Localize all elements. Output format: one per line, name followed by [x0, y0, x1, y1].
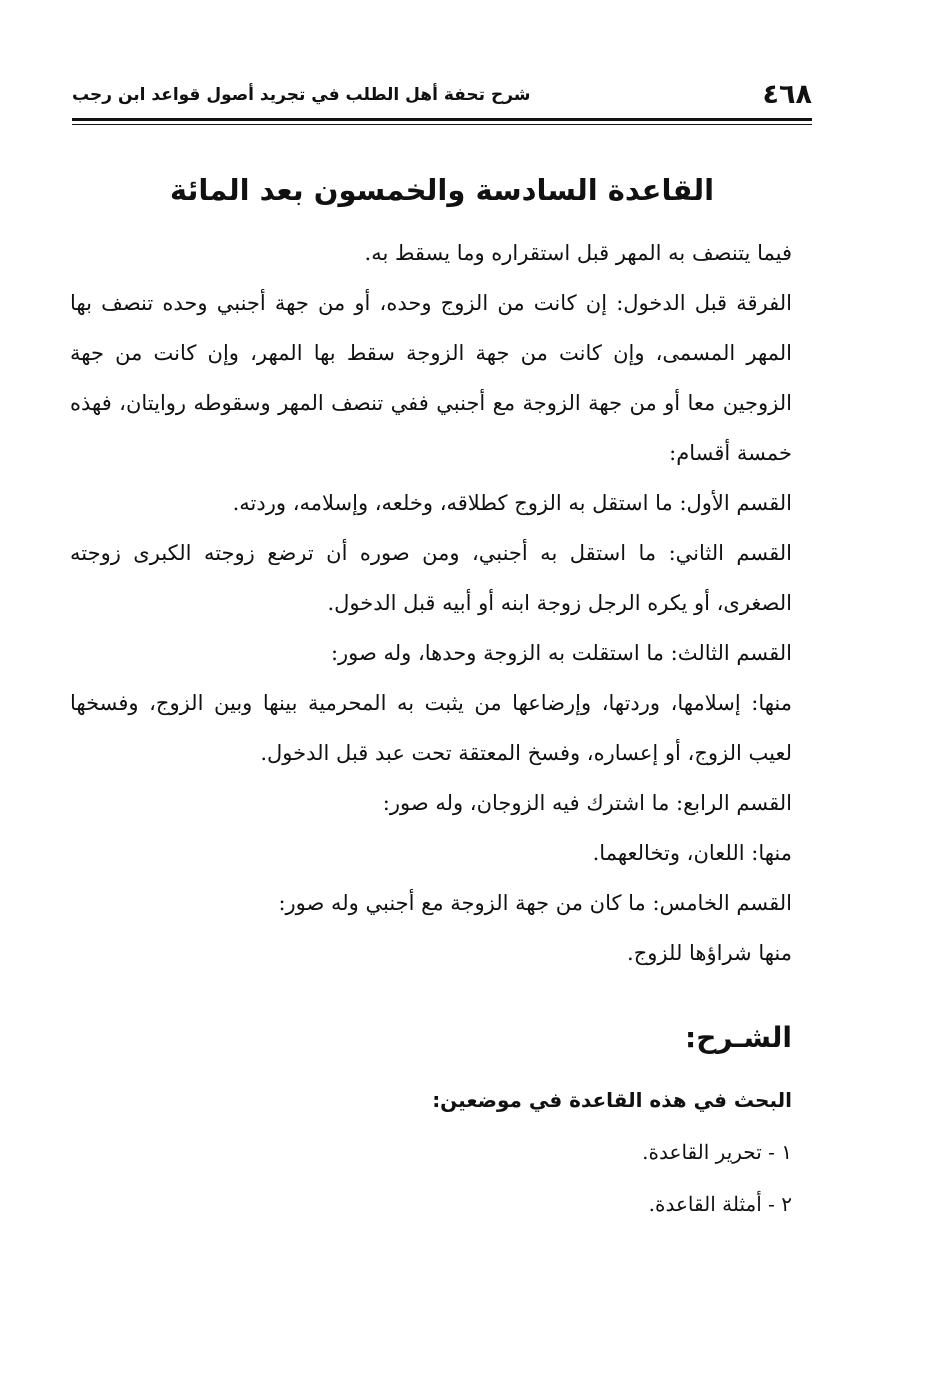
rule-heading: القاعدة السادسة والخمسون بعد المائة — [169, 173, 715, 207]
section-fourth: القسم الرابع: ما اشترك فيه الزوجان، وله صور: — [382, 791, 792, 815]
rule-intro: فيما يتنصف به المهر قبل استقراره وما يسقط به. — [364, 241, 792, 265]
section-second: القسم الثاني: ما استقل به أجنبي، ومن صوره أن ترضع زوجته الكبرى زوجته الصغرى، أو يكره الرجل زوجة ابنه أو أبيه قبل الدخول. — [70, 541, 792, 615]
rule-paragraph: الفرقة قبل الدخول: إن كانت من الزوج وحده، أو من جهة أجنبي وحده تنصف بها المهر المسمى، وإن كانت من جهة الزوجة سقط بها المهر، وإن كانت من جهة الزوجين معا أو من جهة الزوجة مع أجنبي ففي تنصف المهر وسقوطه روايتان، فهذه خمسة أقسام: — [70, 291, 792, 465]
section-third: القسم الثالث: ما استقلت به الزوجة وحدها، وله صور: — [330, 641, 792, 665]
page-header — [72, 78, 812, 118]
page-body — [70, 160, 814, 1230]
header-rule-thin — [72, 124, 812, 125]
running-title: شرح تحفة أهل الطلب في تجريد أصول قواعد ابن رجب — [72, 85, 531, 105]
header-rule-thick — [72, 118, 812, 121]
section-fourth-examples: منها: اللعان، وتخالعهما. — [592, 841, 792, 865]
section-first: القسم الأول: ما استقل به الزوج كطلاقه، وخلعه، وإسلامه، وردته. — [232, 491, 792, 515]
section-fifth: القسم الخامس: ما كان من جهة الزوجة مع أجنبي وله صور: — [278, 891, 792, 915]
section-third-examples: منها: إسلامها، وردتها، وإرضاعها من يثبت به المحرمية بينها وبين الزوج، وفسخها لعيب الزوج، أو إعساره، وفسخ المعتقة تحت عبد قبل الدخول. — [70, 691, 792, 765]
sharh-list-item: ١ - تحرير القاعدة. — [642, 1140, 792, 1164]
sharh-heading: الشـرح: — [685, 1021, 792, 1054]
sharh-list-item: ٢ - أمثلة القاعدة. — [648, 1192, 792, 1216]
page-number: ٤٦٨ — [762, 79, 812, 110]
section-fifth-examples: منها شراؤها للزوج. — [627, 941, 792, 965]
sharh-intro: البحث في هذه القاعدة في موضعين: — [432, 1088, 792, 1112]
